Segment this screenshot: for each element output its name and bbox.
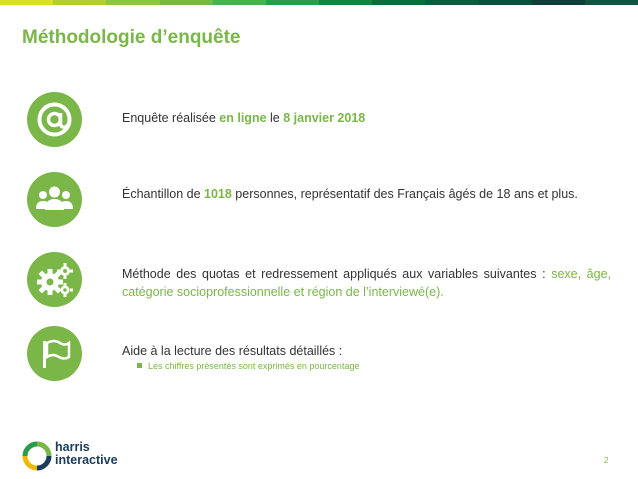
page-title: Méthodologie d’enquête [22,27,241,48]
top-bar-segment [479,0,532,5]
top-bar-segment [585,0,638,5]
text-segment: Méthode des quotas et redressement appliqués aux variables suivantes : [122,267,552,281]
bullet-square [137,363,142,368]
top-bar-segment [372,0,425,5]
logo-wordmark [55,441,118,467]
text-segment: Échantillon de [122,187,205,201]
top-bar-segment [319,0,372,5]
top-bar-segment [213,0,266,5]
text-segment: 8 janvier 2018 [283,111,366,125]
flag-icon [27,326,82,381]
at-sign-icon [27,92,82,147]
top-bar-segment [106,0,159,5]
text-segment: personnes, représentatif des Français âgés de 18 ans et plus. [231,187,578,201]
method-text [122,265,611,301]
reading-help-text [122,342,611,360]
top-bar-segment [532,0,585,5]
top-bar-segment [0,0,53,5]
page-number: 2 [604,456,609,465]
bullet-text: Les chiffres présentés sont exprimés en pourcentage [148,361,360,371]
top-bar-segment [266,0,319,5]
sample-text [122,185,611,203]
text-segment: sexe, âge, catégorie socioprofessionnelle et région de l’interviewé(e). [122,267,611,299]
harris-interactive-logo-icon [22,441,52,471]
gears-icon [27,252,82,307]
text-segment: 1018 [204,187,232,201]
bullet-item [137,361,359,371]
top-bar-segment [425,0,478,5]
logo-line-2: interactive [55,453,118,467]
text-segment: le [266,111,284,125]
text-segment: en ligne [219,111,267,125]
top-bar-segment [160,0,213,5]
survey-date-text [122,109,611,127]
text-segment: Aide à la lecture des résultats détaillés : [122,344,343,358]
top-bar-segment [53,0,106,5]
people-group-icon [27,172,82,227]
top-color-bar [0,0,638,5]
logo-line-1: harris [55,440,90,454]
text-segment: Enquête réalisée [122,111,220,125]
